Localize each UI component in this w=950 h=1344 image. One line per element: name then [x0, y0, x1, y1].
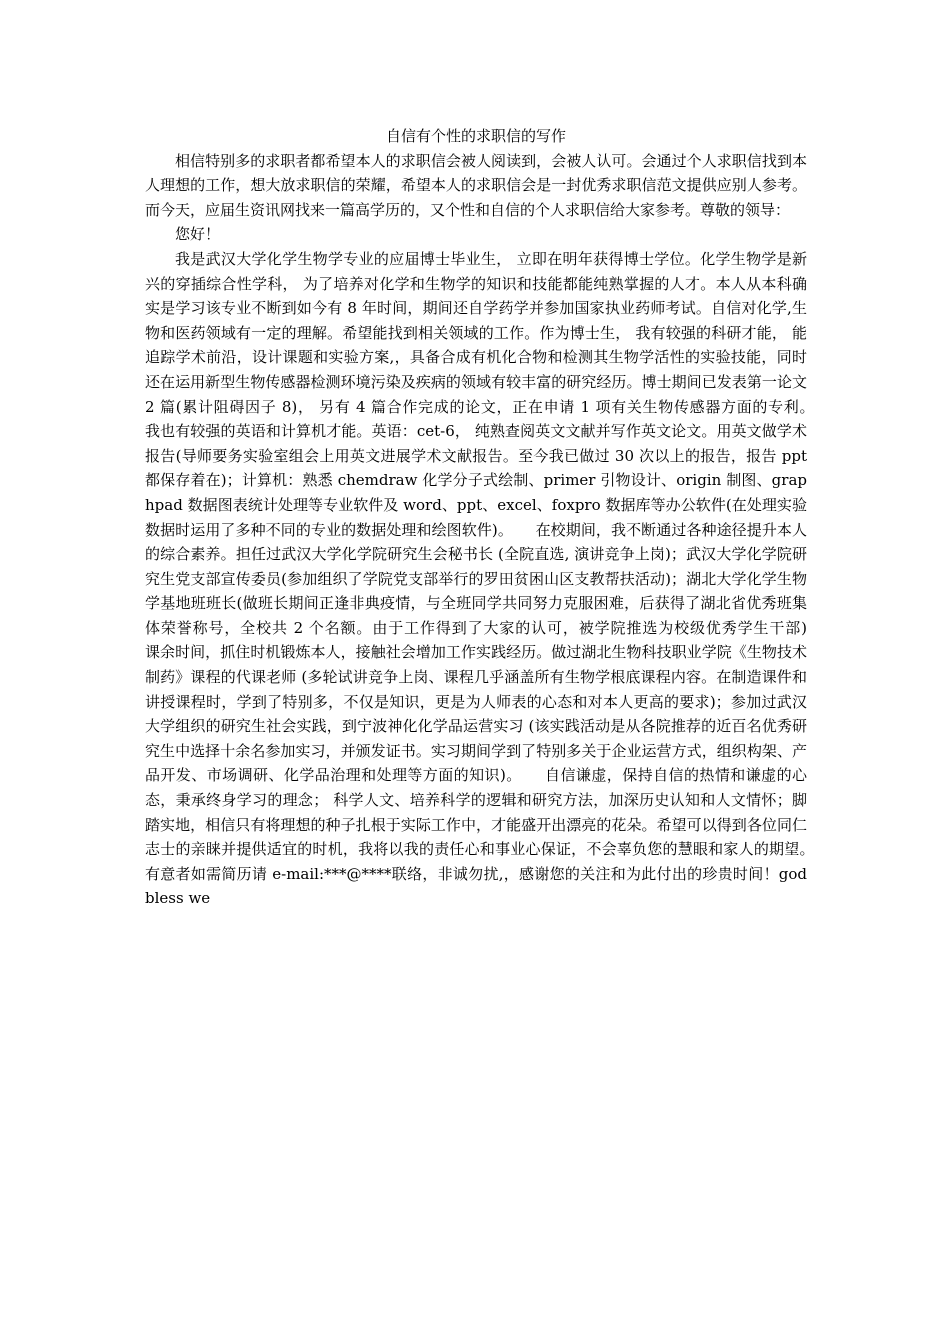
document-title: 自信有个性的求职信的写作	[385, 127, 566, 145]
intro-paragraph: 相信特别多的求职者都希望本人的求职信会被人阅读到，会被人认可。会通过个人求职信找到本人理想的工作，想大放求职信的荣耀，希望本人的求职信会是一封优秀求职信范文提供应别人参考。而今天，应届生资讯网找来一篇高学历的，又个性和自信的个人求职信给大家参考。尊敬的领导：	[145, 151, 807, 219]
document-body	[145, 124, 838, 911]
main-body-paragraph: 我是武汉大学化学生物学专业的应届博士毕业生， 立即在明年获得博士学位。化学生物学是新兴的穿插综合性学科， 为了培养对化学和生物学的知识和技能都能纯熟掌握的人才。本人从本科确实是学习该专业不断到如今有 8 年时间，期间还自学药学并参加国家执业药师考试。自信对化学,生物和医药领域有一定的理解。希望能找到相关领域的工作。作为博士生， 我有较强的科研才能， 能追踪学术前沿，设计课题和实验方案,，具备合成有机化合物和检测其生物学活性的实验技能，同时还在运用新型生物传感器检测环境污染及疾病的领域有较丰富的研究经历。博士期间已发表第一论文 2 篇(累计阻碍因子 8)， 另有 4 篇合作完成的论文，正在申请 1 项有关生物传感器方面的专利。 我也有较强的英语和计算机才能。英语：cet-6， 纯熟查阅英文文献并写作英文论文。用英文做学术报告(导师要务实验室组会上用英文进展学术文献报告。至今我已做过 30 次以上的报告，报告 ppt 都保存着在)；计算机：熟悉 chemdraw 化学分子式绘制、primer 引物设计、origin 制图、graphpad 数据图表统计处理等专业软件及 word、ppt、excel、foxpro 数据库等办公软件(在处理实验数据时运用了多种不同的专业的数据处理和绘图软件)。 在校期间，我不断通过各种途径提升本人的综合素养。担任过武汉大学化学院研究生会秘书长 (全院直选, 演讲竞争上岗)；武汉大学化学院研究生党支部宣传委员(参加组织了学院党支部举行的罗田贫困山区支教帮扶活动)；湖北大学化学生物学基地班班长(做班长期间正逢非典疫情，与全班同学共同努力克服困难，后获得了湖北省优秀班集体荣誉称号，全校共 2 个名额。由于工作得到了大家的认可，被学院推选为校级优秀学生干部) 课余时间，抓住时机锻炼本人，接触社会增加工作实践经历。做过湖北生物科技职业学院《生物技术制药》课程的代课老师 (多轮试讲竞争上岗、课程几乎涵盖所有生物学根底课程内容。在制造课件和讲授课程时，学到了特别多，不仅是知识，更是为人师表的心态和对本人更高的要求)；参加过武汉大学组织的研究生社会实践，到宁波神化化学品运营实习 (该实践活动是从各院推荐的近百名优秀研究生中选择十余名参加实习，并颁发证书。实习期间学到了特别多关于企业运营方式，组织构架、产品开发、市场调研、化学品治理和处理等方面的知识)。 自信谦虚，保持自信的热情和谦虚的心态，秉承终身学习的理念； 科学人文、培养科学的逻辑和研究方法，加深历史认知和人文情怀；脚踏实地，相信只有将理想的种子扎根于实际工作中，才能盛开出漂亮的花朵。希望可以得到各位同仁志士的亲睐并提供适宜的时机，我将以我的责任心和事业心保证，不会辜负您的慧眼和家人的期望。 有意者如需简历请 e-mail:***@****联络，非诚勿扰,，感谢您的关注和为此付出的珍贵时间！god bless we	[145, 249, 838, 908]
greeting-paragraph: 您好！	[175, 225, 221, 244]
